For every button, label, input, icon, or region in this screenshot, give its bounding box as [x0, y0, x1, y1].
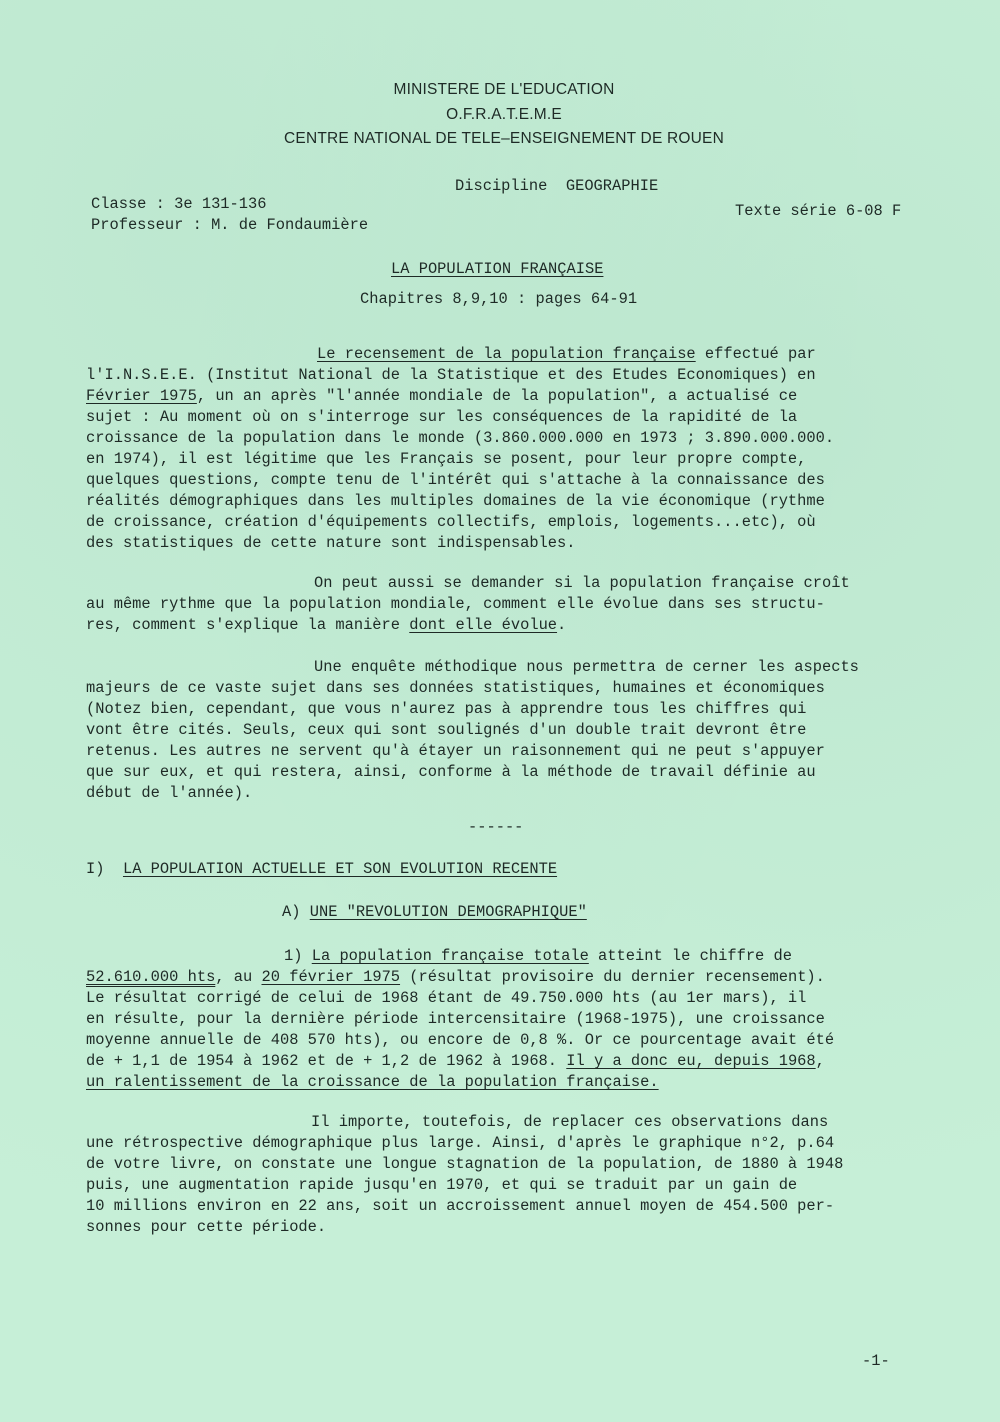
professeur: Professeur : M. de Fondaumière: [91, 216, 369, 234]
page-subtitle: Chapitres 8,9,10 : pages 64-91: [360, 290, 638, 308]
subsection-title: UNE "REVOLUTION DEMOGRAPHIQUE": [309, 903, 587, 921]
section-heading-a: [282, 903, 587, 922]
classe: Classe : 3e 131-136: [91, 195, 267, 213]
discipline: [455, 177, 658, 196]
paragraph-population-totale: 1) La population française totale atteint le chiffre de 52.610.000 hts, au 20 février 1975 (résultat provisoire du dernier recensement). Le résultat corrigé de celui de 1968 étant de 49.750.000 hts (au 1er mars), il en résulte, pour la dernière période intercensitaire (1968-1975), une croissance moyenne annuelle de 408 570 hts), ou encore de 0,8 %. Or ce pourcentage avait été de + 1,1 de 1954 à 1962 et de + 1,2 de 1962 à 1968. Il y a donc eu, depuis 1968, un ralentissement de la croissance de la population française.: [86, 947, 835, 1091]
header-org: [0, 106, 1000, 124]
underlined-text: Le recensement de la population française: [317, 345, 696, 363]
section-title: LA POPULATION ACTUELLE ET SON EVOLUTION RECENTE: [122, 860, 558, 878]
header-line-centre: CENTRE NATIONAL DE TELE–ENSEIGNEMENT DE ROUEN: [284, 130, 724, 147]
separator: ------: [468, 818, 524, 836]
section-number: I): [86, 860, 105, 878]
header-line-ministry: MINISTERE DE L'EDUCATION: [393, 81, 615, 98]
paragraph-retrospective: Il importe, toutefois, de replacer ces observations dans une rétrospective démographique plus large. Ainsi, d'après le graphique n°2, p.64 de votre livre, on constate une longue stagnation de la population, de 1880 à 1948 puis, une augmentation rapide jusqu'en 1970, et qui se traduit par un gain de 10 millions environ en 22 ans, soit un accroissement annuel moyen de 454.500 per- sonnes pour cette période.: [86, 1113, 844, 1236]
section-heading-1: [86, 860, 557, 879]
page-number: -1-: [862, 1352, 890, 1370]
header-line-org: O.F.R.A.T.E.M.E: [446, 106, 562, 123]
underlined-text: Il y a donc eu, depuis 1968: [566, 1052, 816, 1070]
double-underlined-figure: 52.610.000 hts: [86, 968, 216, 986]
underlined-text: La population française totale: [311, 947, 589, 965]
underlined-date: Février 1975: [86, 387, 197, 405]
underlined-text: dont elle évolue: [409, 616, 558, 634]
ministry-header: [0, 81, 1000, 99]
texte-serie: Texte série 6-08 F: [735, 202, 902, 220]
discipline-value: GEOGRAPHIE: [565, 177, 659, 195]
subsection-number: A): [282, 903, 301, 921]
underlined-date: 20 février 1975: [261, 968, 401, 986]
paragraph-rythme: On peut aussi se demander si la population française croît au même rythme que la population mondiale, comment elle évolue dans ses structu- res, comment s'explique la manière dont elle évolue.: [86, 574, 850, 634]
paragraph-recensement: Le recensement de la population française effectué par l'I.N.S.E.E. (Institut National de la Statistique et des Etudes Economiques) en Février 1975, un an après "l'année mondiale de la population", a actualisé ce sujet : Au moment où on s'interroge sur les conséquences de la rapidité de la croissance de la population dans le monde (3.860.000.000 en 1973 ; 3.890.000.000. en 1974), il est légitime que les Français se posent, pour leur propre compte, quelques questions, compte tenu de l'intérêt qui s'attache à la connaissance des réalités démographiques dans les multiples domaines de la vie économique (rythme de croissance, création d'équipements collectifs, emplois, logements...etc), où des statistiques de cette nature sont indispensables.: [86, 345, 835, 552]
page-title: LA POPULATION FRANÇAISE: [391, 260, 604, 278]
paragraph-enquete: Une enquête méthodique nous permettra de cerner les aspects majeurs de ce vaste sujet dans ses données statistiques, humaines et économiques (Notez bien, cependant, que vous n'aurez pas à apprendre tous les chiffres qui vont être cités. Seuls, ceux qui sont soulignés d'un double trait devront être retenus. Les autres ne servent qu'à étayer un raisonnement qui ne peut s'appuyer que sur eux, et qui restera, ainsi, conforme à la méthode de travail définie au début de l'année).: [86, 658, 859, 802]
discipline-label: Discipline: [455, 177, 548, 195]
header-centre: [0, 130, 1000, 148]
underlined-conclusion: un ralentissement de la croissance de la population française.: [86, 1073, 659, 1091]
